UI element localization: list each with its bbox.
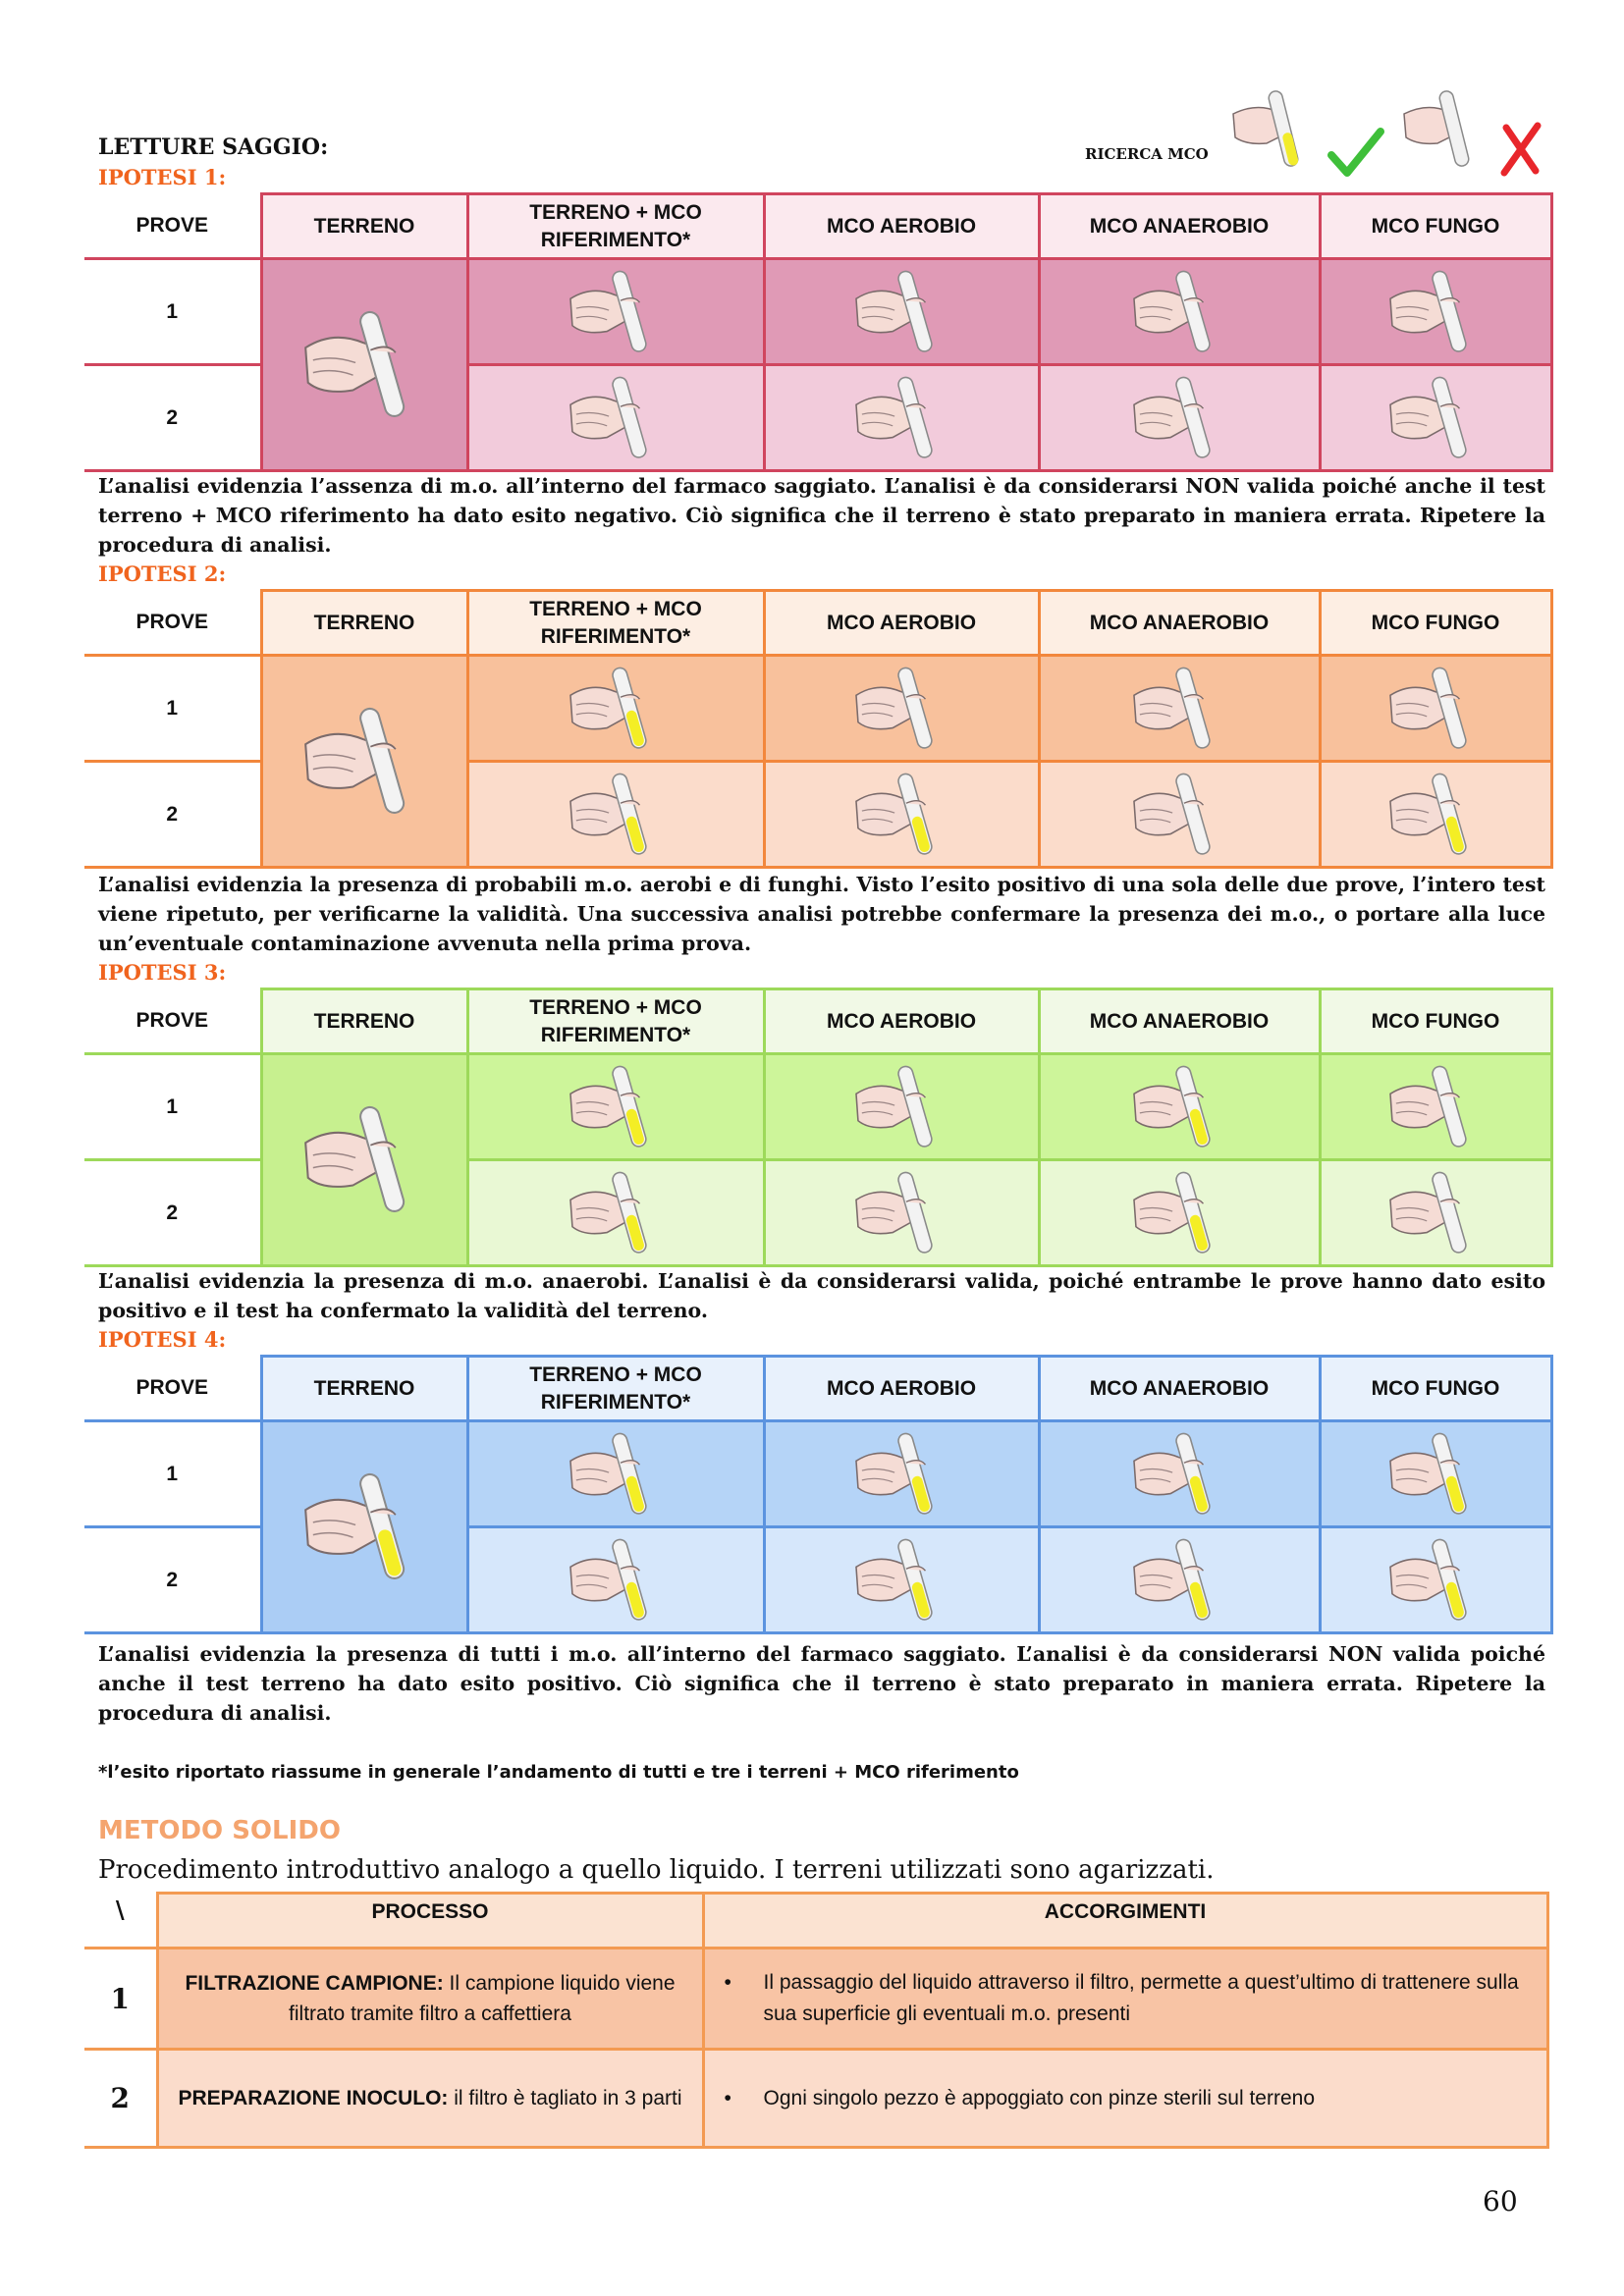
prove-label: 2 [84, 365, 261, 471]
hand-tube-negative-icon [848, 663, 954, 755]
hypothesis-conclusion: L’analisi evidenzia l’assenza di m.o. all’interno del farmaco saggiato. L’analisi è da considerarsi NON valida poiché anche il test terreno + MCO riferimento ha dato esito negativo. Ciò significa che il terreno è stato preparato in maniera errata. Ripetere la procedura di analisi. [98, 474, 1545, 557]
result-cell [467, 259, 764, 365]
column-header: TERRENO [261, 591, 467, 656]
column-header-prove: PROVE [84, 591, 261, 656]
prove-label: 2 [84, 1527, 261, 1633]
column-header: MCO FUNGO [1320, 1357, 1551, 1421]
column-header: MCO FUNGO [1320, 591, 1551, 656]
check-icon [1327, 126, 1384, 187]
column-header: MCO FUNGO [1320, 989, 1551, 1054]
results-row [84, 259, 1551, 365]
solid-title: METODO SOLIDO [98, 1816, 341, 1845]
result-cell [1039, 259, 1320, 365]
result-cell [764, 259, 1039, 365]
results-row [84, 1054, 1551, 1160]
results-row [84, 1421, 1551, 1527]
result-cell [1320, 1160, 1551, 1266]
hand-tube-negative-icon [848, 372, 954, 464]
column-header: MCO FUNGO [1320, 194, 1551, 259]
result-cell [1039, 762, 1320, 868]
hand-tube-positive-icon [563, 1428, 669, 1521]
results-row [84, 656, 1551, 762]
prove-label: 1 [84, 656, 261, 762]
prove-label: 2 [84, 762, 261, 868]
result-cell [764, 365, 1039, 471]
hypothesis-title: IPOTESI 2: [98, 561, 227, 586]
column-header: MCO ANAEROBIO [1039, 591, 1320, 656]
column-header: TERRENO [261, 1357, 467, 1421]
process-step-text: Il campione liquido viene filtrato tramite filtro a caffettiera [289, 1972, 676, 2025]
column-header: TERRENO + MCO RIFERIMENTO* [467, 989, 764, 1054]
prove-label: 1 [84, 259, 261, 365]
process-table [84, 1892, 1549, 2149]
hand-tube-positive-icon [563, 1061, 669, 1153]
column-header: MCO AEROBIO [764, 989, 1039, 1054]
result-cell [1320, 1421, 1551, 1527]
terreno-cell [261, 1054, 467, 1266]
hypothesis-title: IPOTESI 1: [98, 165, 227, 189]
hand-tube-positive-icon [1227, 86, 1316, 185]
column-header: MCO ANAEROBIO [1039, 1357, 1320, 1421]
column-header: MCO AEROBIO [764, 591, 1039, 656]
hand-tube-negative-icon [1382, 1167, 1489, 1259]
result-cell [764, 1160, 1039, 1266]
tip-cell [703, 1949, 1547, 2050]
result-cell [764, 1054, 1039, 1160]
result-cell [1320, 1054, 1551, 1160]
prove-label: 1 [84, 1054, 261, 1160]
process-row-number: 1 [84, 1949, 157, 2050]
legend-positive-tube [1227, 86, 1316, 189]
bullet-icon: • [724, 2086, 731, 2109]
column-header: TERRENO [261, 989, 467, 1054]
column-header: TERRENO [261, 194, 467, 259]
hand-tube-positive-icon [1126, 1534, 1232, 1627]
results-table [84, 988, 1553, 1267]
process-column-header: PROCESSO [157, 1894, 703, 1949]
process-step-title: PREPARAZIONE INOCULO: [178, 2087, 449, 2109]
hypothesis-conclusion: L’analisi evidenzia la presenza di m.o. anaerobi. L’analisi è da considerarsi valida, poiché entrambe le prove hanno dato esito positivo e il test ha confermato la validità del terreno. [98, 1269, 1545, 1322]
solid-intro: Procedimento introduttivo analogo a quello liquido. I terreni utilizzati sono agarizzati. [98, 1855, 1215, 1885]
terreno-cell [261, 259, 467, 471]
column-header: MCO ANAEROBIO [1039, 989, 1320, 1054]
hypothesis-title: IPOTESI 4: [98, 1327, 227, 1352]
hand-tube-positive-icon [563, 1167, 669, 1259]
hand-tube-positive-icon [563, 769, 669, 861]
hand-tube-positive-icon [1382, 1534, 1489, 1627]
hand-tube-terreno-icon [296, 304, 433, 426]
terreno-cell [261, 1421, 467, 1633]
hand-tube-positive-icon [1382, 769, 1489, 861]
result-cell [1320, 656, 1551, 762]
page-heading: LETTURE SAGGIO: [98, 134, 329, 160]
result-cell [467, 762, 764, 868]
result-cell [1320, 762, 1551, 868]
hand-tube-negative-icon [563, 266, 669, 358]
hand-tube-negative-icon [1126, 769, 1232, 861]
bullet-icon: • [724, 1971, 731, 1994]
hand-tube-terreno-icon [296, 1467, 433, 1588]
hand-tube-terreno-icon [296, 1099, 433, 1221]
hand-tube-positive-icon [563, 1534, 669, 1627]
page-number: 60 [1483, 2185, 1518, 2217]
hypothesis-title: IPOTESI 3: [98, 960, 227, 985]
process-cell [157, 1949, 703, 2050]
result-cell [764, 762, 1039, 868]
column-header-prove: PROVE [84, 1357, 261, 1421]
tip-cell [703, 2050, 1547, 2148]
result-cell [467, 1054, 764, 1160]
legend-negative-tube [1398, 86, 1487, 189]
hand-tube-negative-icon [1382, 663, 1489, 755]
result-cell [1320, 365, 1551, 471]
column-header: TERRENO + MCO RIFERIMENTO* [467, 591, 764, 656]
column-header: MCO AEROBIO [764, 194, 1039, 259]
hand-tube-negative-icon [563, 372, 669, 464]
hand-tube-positive-icon [848, 1428, 954, 1521]
legend-label: RICERCA MCO [1085, 145, 1209, 163]
process-row [84, 1949, 1547, 2050]
process-step-title: FILTRAZIONE CAMPIONE: [185, 1972, 444, 1995]
result-cell [1039, 1421, 1320, 1527]
result-cell [467, 1160, 764, 1266]
results-table [84, 589, 1553, 869]
result-cell [1320, 1527, 1551, 1633]
hand-tube-positive-icon [1382, 1428, 1489, 1521]
hand-tube-negative-icon [848, 266, 954, 358]
hand-tube-terreno-icon [296, 701, 433, 823]
hand-tube-negative-icon [848, 1167, 954, 1259]
hand-tube-positive-icon [563, 663, 669, 755]
result-cell [467, 1421, 764, 1527]
prove-label: 2 [84, 1160, 261, 1266]
hand-tube-negative-icon [1126, 266, 1232, 358]
tips-column-header: ACCORGIMENTI [703, 1894, 1547, 1949]
column-header: TERRENO + MCO RIFERIMENTO* [467, 1357, 764, 1421]
cross-icon [1498, 122, 1543, 182]
hand-tube-negative-icon [1382, 372, 1489, 464]
hand-tube-negative-icon [1398, 86, 1487, 185]
hand-tube-positive-icon [1126, 1167, 1232, 1259]
column-header: MCO AEROBIO [764, 1357, 1039, 1421]
process-row-number: 2 [84, 2050, 157, 2148]
results-table [84, 1355, 1553, 1634]
result-cell [1039, 656, 1320, 762]
result-cell [1320, 259, 1551, 365]
process-step-text: il filtro è tagliato in 3 parti [448, 2087, 682, 2109]
hand-tube-positive-icon [848, 769, 954, 861]
tip-text: Ogni singolo pezzo è appoggiato con pinze sterili sul terreno [763, 2086, 1316, 2109]
result-cell [764, 656, 1039, 762]
column-header: TERRENO + MCO RIFERIMENTO* [467, 194, 764, 259]
hand-tube-positive-icon [1126, 1061, 1232, 1153]
result-cell [467, 1527, 764, 1633]
result-cell [1039, 1527, 1320, 1633]
result-cell [764, 1527, 1039, 1633]
result-cell [467, 365, 764, 471]
hand-tube-negative-icon [1126, 372, 1232, 464]
process-row [84, 2050, 1547, 2148]
column-header-prove: PROVE [84, 194, 261, 259]
tip-text: Il passaggio del liquido attraverso il filtro, permette a quest’ultimo di trattenere sulla sua superficie gli eventuali m.o. presenti [763, 1971, 1519, 2025]
hypothesis-conclusion: L’analisi evidenzia la presenza di probabili m.o. aerobi e di funghi. Visto l’esito positivo di una sola delle due prove, l’intero test viene ripetuto, per verificarne la validità. Una successiva analisi potrebbe confermare la presenza dei m.o., o portare alla luce un’eventuale contaminazione avvenuta nella prima prova. [98, 873, 1545, 955]
prove-label: 1 [84, 1421, 261, 1527]
result-cell [1039, 1054, 1320, 1160]
hypothesis-conclusion: L’analisi evidenzia la presenza di tutti i m.o. all’interno del farmaco saggiato. L’analisi è da considerarsi NON valida poiché anche il test terreno ha dato esito positivo. Ciò significa che il terreno è stato preparato in maniera errata. Ripetere la procedura di analisi. [98, 1642, 1545, 1725]
result-cell [1039, 365, 1320, 471]
process-table-corner: \ [84, 1894, 157, 1949]
footnote: *l’esito riportato riassume in generale l’andamento di tutti e tre i terreni + MCO riferimento [98, 1762, 1019, 1783]
process-cell [157, 2050, 703, 2148]
column-header: MCO ANAEROBIO [1039, 194, 1320, 259]
result-cell [1039, 1160, 1320, 1266]
column-header-prove: PROVE [84, 989, 261, 1054]
results-table [84, 192, 1553, 472]
terreno-cell [261, 656, 467, 868]
hand-tube-positive-icon [1126, 1428, 1232, 1521]
hand-tube-negative-icon [1382, 266, 1489, 358]
hand-tube-negative-icon [848, 1061, 954, 1153]
hand-tube-positive-icon [848, 1534, 954, 1627]
result-cell [467, 656, 764, 762]
hand-tube-negative-icon [1382, 1061, 1489, 1153]
hand-tube-negative-icon [1126, 663, 1232, 755]
result-cell [764, 1421, 1039, 1527]
